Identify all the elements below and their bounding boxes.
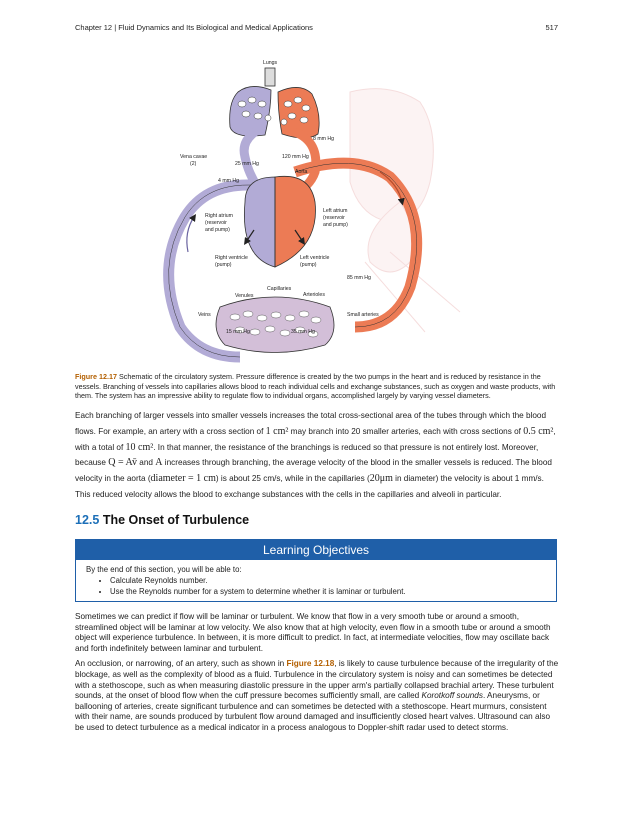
label-venules: Venules	[235, 293, 254, 299]
math: 0.5 cm²	[523, 425, 554, 437]
learning-objectives-intro: By the end of this section, you will be able to:	[86, 565, 242, 574]
label-arterioles: Arterioles	[303, 292, 325, 298]
paragraph-laminar-turbulent: Sometimes we can predict if flow will be laminar or turbulent. We know that flow in a very smooth tube or around a smooth, streamlined object will be laminar at low velocity. We also know that at high velocity, even flow in a smooth tube or around a smooth object will experience turbulence. In between, it is more difficult to predict. In fact, at intermediate velocities, flow may oscillate back and forth indefinitely between laminar and turbulent.	[75, 612, 551, 653]
text: . Aneurysms, or ballooning of arteries, create significant turbulence and can sometimes be detected with a stethoscope. Heart murmurs, consistent with their name, are sounds produced by turbulent flow around damaged and insufficiently closed heart valves. Ultrasound can also be used to detect turbulence as a medical indicator in a process analogous to Doppler-shift radar used to detect storms.	[75, 691, 551, 732]
math: Q = Av̄	[108, 457, 138, 469]
text: An occlusion, or narrowing, of an artery, such as shown in	[75, 659, 287, 669]
systemic-capillary-bed	[216, 297, 334, 353]
label-right-ventricle-2: (pump)	[215, 262, 232, 268]
learning-objectives-list	[86, 575, 546, 597]
text: and	[137, 458, 156, 468]
label-left-ventricle-2: (pump)	[300, 262, 317, 268]
paragraph-cross-section	[75, 408, 560, 503]
figure-caption	[75, 372, 560, 401]
section-number: 12.5	[75, 513, 100, 527]
label-right-atrium: Right atrium	[205, 213, 233, 219]
label-4-mmhg: 4 mm Hg	[218, 178, 240, 184]
figure-label: Figure 12.17	[75, 372, 117, 381]
label-right-atrium-3: and pump)	[205, 227, 230, 233]
label-small-arteries: Small arteries	[347, 312, 379, 318]
learning-objectives-box	[75, 539, 557, 602]
text: increases through branching, the average velocity of the blood in the smaller vessels is reduced. The blood velocity in the aorta (	[75, 458, 552, 484]
paragraph-occlusion	[75, 659, 560, 733]
text: ) is about 25 cm/s, while in the capillaries (	[215, 474, 370, 484]
section-title: The Onset of Turbulence	[99, 513, 250, 527]
lungs-capillary-bed	[230, 86, 319, 138]
label-left-atrium-2: (reservoir	[323, 215, 345, 221]
page-number: 517	[545, 23, 558, 32]
heart	[244, 176, 315, 267]
label-8-mmhg: 8 mm Hg	[313, 136, 335, 142]
text: . In that manner, the resistance of the branchings is reduced so that pressure is not entirely lost. Moreover, because	[75, 442, 539, 468]
list-item: • Use the Reynolds number for a system to determine whether it is laminar or turbulent.	[110, 586, 546, 597]
label-left-atrium: Left atrium	[323, 208, 348, 214]
math: A	[155, 457, 163, 469]
text: , with a total of	[75, 426, 556, 452]
label-vena-cavae: Vena cavae	[180, 154, 208, 160]
text: in diameter) the velocity is about 1 mm/s. This reduced velocity allows the blood to exchange substances with the cells in the capillaries and alveoli in particular.	[75, 474, 544, 499]
section-heading	[75, 513, 249, 527]
label-veins: Veins	[198, 312, 211, 318]
text: may branch into 20 smaller arteries, each with cross sections of	[288, 426, 524, 436]
figure-link[interactable]: Figure 12.18	[286, 659, 335, 669]
chapter-header: Chapter 12 | Fluid Dynamics and Its Biological and Medical Applications	[75, 23, 313, 32]
caption-text: Schematic of the circulatory system. Pressure difference is created by the two pumps in the heart and is reduced by resistance in the vessels. Branching of vessels into capillaries allows blood to reach individual cells and exchange substances, such as oxygen and waste products, with them. The system has an impressive ability to regulate flow to individual organs, accomplished largely by varying vessel diameters.	[75, 372, 556, 401]
label-right-atrium-2: (reservoir	[205, 220, 227, 226]
label-120-mmhg: 120 mm Hg	[282, 154, 309, 160]
label-capillaries: Capillaries	[267, 286, 292, 292]
math: diameter = 1 cm	[150, 473, 216, 485]
math: 1 cm²	[265, 425, 289, 437]
label-vena-count: (2)	[190, 161, 197, 167]
label-85-mmhg: 85 mm Hg	[347, 275, 371, 281]
label-15-mmhg: 15 mm Hg	[226, 329, 250, 335]
label-35-mmhg: 35 mm Hg	[291, 329, 315, 335]
label-left-ventricle: Left ventricle	[300, 255, 330, 261]
label-right-ventricle: Right ventricle	[215, 255, 248, 261]
label-left-atrium-3: and pump)	[323, 222, 348, 228]
label-lungs: Lungs	[263, 60, 278, 66]
emphasis: Korotkoff sounds	[421, 691, 483, 701]
math: 20μm	[369, 473, 393, 485]
text: Each branching of larger vessels into smaller vessels increases the total cross-sectional area of the tubes through which the blood flows. For example, an artery with a cross section of	[75, 411, 547, 436]
label-25-mmhg: 25 mm Hg	[235, 161, 259, 167]
text: , is likely to cause turbulence because of the irregularity of the blockage, as well as the complexity of blood as a fluid. Turbulence in the circulatory system is noisy and can sometimes be detected with a stethoscope, such as when measuring diastolic pressure in the upper arm's partially collapsed brachial artery. These turbulent sounds, at the onset of blood flow when the cuff pressure becomes sufficiently small, are called	[75, 659, 559, 701]
trachea	[265, 68, 275, 86]
math: 10 cm²	[125, 441, 154, 453]
label-aorta: Aorta	[295, 169, 308, 175]
learning-objectives-title: Learning Objectives	[76, 540, 556, 560]
circulatory-system-diagram	[150, 52, 480, 364]
list-item: • Calculate Reynolds number.	[110, 575, 546, 586]
